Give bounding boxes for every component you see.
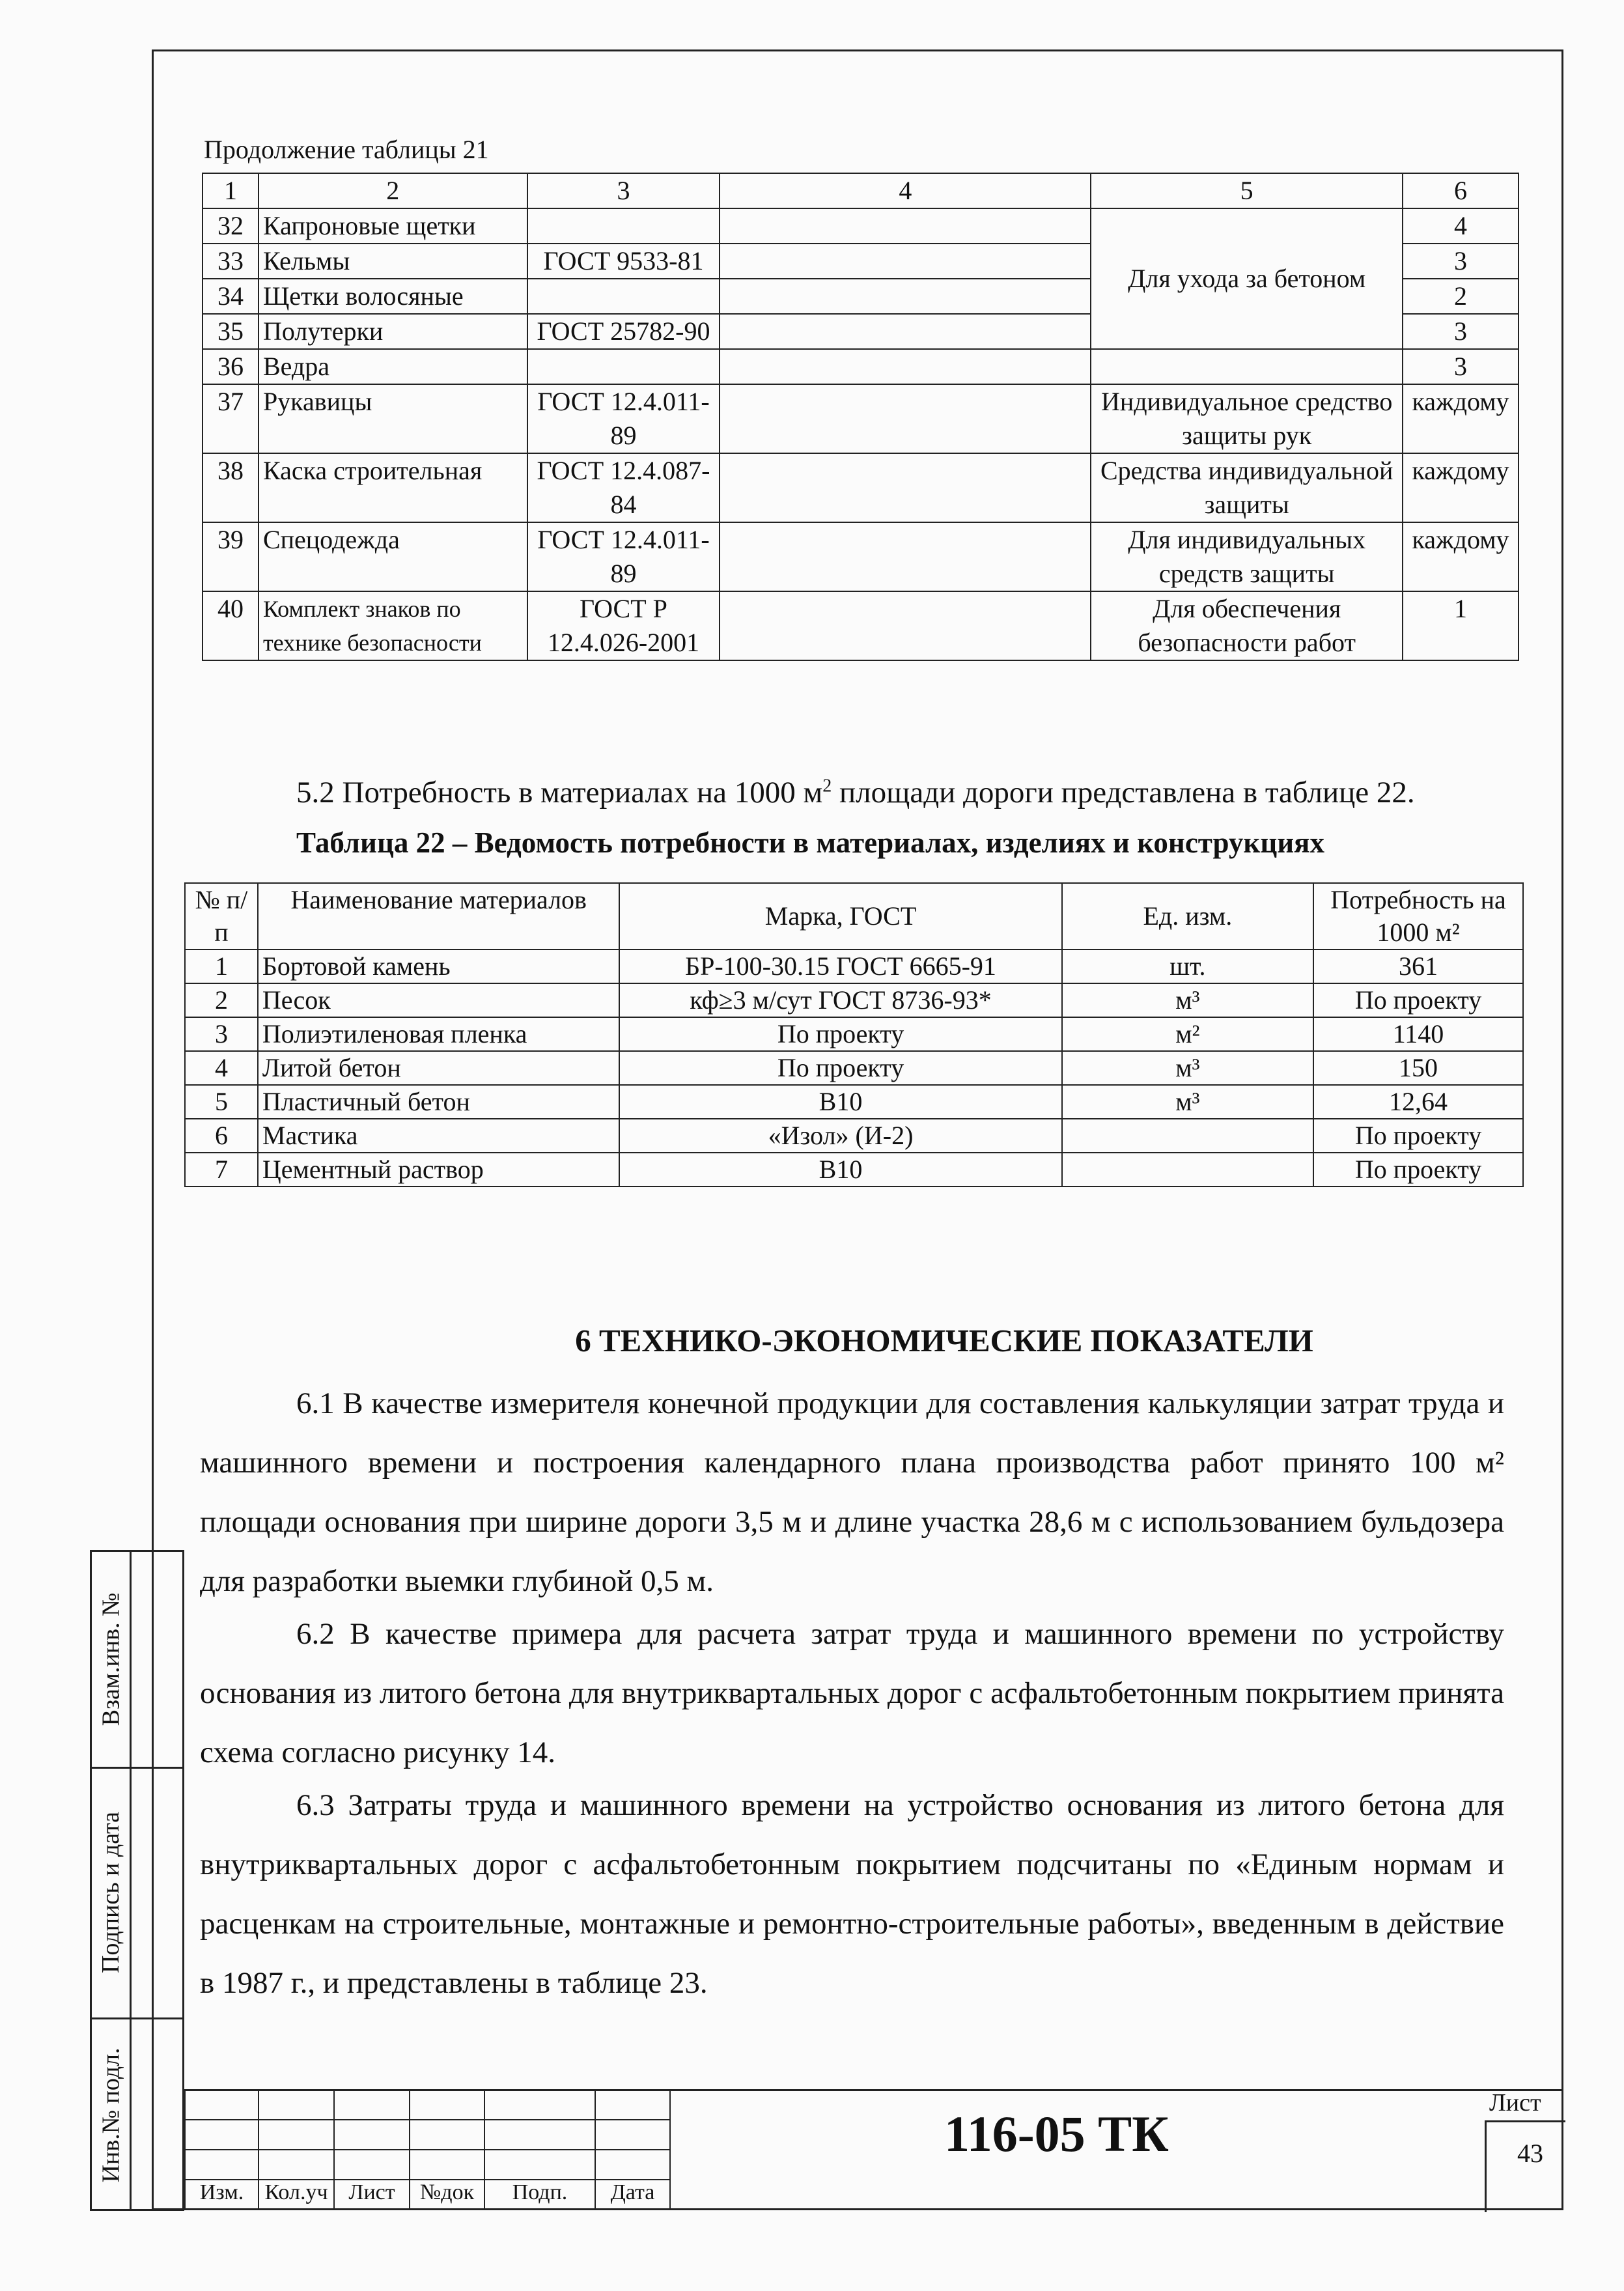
table-row: 34 Щетки волосяные 2: [203, 279, 1519, 314]
sheet-number: 43: [1517, 2139, 1543, 2168]
side-stamp: [90, 1550, 184, 2211]
paragraph-6-3: 6.3 Затраты труда и машинного времени на устройство основания из литого бетона для внутриквартальных дорог с асфальтобетонным покрытием подсчитаны по «Единым нормам и расценкам на строительные, монтажные и ремонтно-строительные работы», введенным в действие в 1987 г., и представлены в таблице 23.: [200, 1788, 1504, 2000]
table-row: 40 Комплект знаков по технике безопасности ГОСТ Р 12.4.026-2001 Для обеспечения безопасности работ 1: [203, 591, 1519, 660]
table-row: 1 Бортовой камень БР-100-30.15 ГОСТ 6665-91 шт. 361: [185, 949, 1523, 983]
table-row: 38 Каска строительная ГОСТ 12.4.087-84 Средства индивидуальной защиты каждому: [203, 453, 1519, 522]
side-label-signature: Подпись и дата: [97, 1811, 125, 1973]
title-block: [184, 2089, 1563, 2210]
table22-header: № п/п Наименование материалов Марка, ГОСТ Ед. изм. Потребность на 1000 м²: [185, 883, 1523, 949]
paragraph-5-2: 5.2 Потребность в материалах на 1000 $м^2$ площади дороги представлена в таблице 22.: [296, 776, 1415, 809]
table22-caption: Таблица 22 – Ведомость потребности в материалах, изделиях и конструкциях: [296, 826, 1325, 859]
table-row: 39 Спецодежда ГОСТ 12.4.011-89 Для индивидуальных средств защиты каждому: [203, 522, 1519, 591]
revision-grid: Изм. Кол.уч Лист №док Подп. Дата: [184, 2089, 671, 2210]
table-row: 33 Кельмы ГОСТ 9533-81 3: [203, 244, 1519, 279]
paragraph-6-2: 6.2 В качестве примера для расчета затрат труда и машинного времени по устройству основания из литого бетона для внутриквартальных дорог с асфальтобетонным покрытием принята схема согласно рисунку 14.: [200, 1617, 1504, 1769]
table-row: 32 Капроновые щетки Для ухода за бетоном 4: [203, 208, 1519, 244]
sheet-label: Лист: [1489, 2089, 1541, 2116]
table-row: 6 Мастика «Изол» (И-2) По проекту: [185, 1119, 1523, 1153]
table21-caption: Продолжение таблицы 21: [204, 135, 489, 164]
table-row: 35 Полутерки ГОСТ 25782-90 3: [203, 314, 1519, 349]
table-row: 4 Литой бетон По проекту м³ 150: [185, 1051, 1523, 1085]
merged-purpose-cell: Для ухода за бетоном: [1091, 208, 1403, 349]
document-code: 116-05 ТК: [944, 2105, 1169, 2162]
side-label-inv-orig: Инв.№ подл.: [97, 2047, 125, 2183]
table-row: 2 Песок кф≥3 м/сут ГОСТ 8736-93* м³ По проекту: [185, 983, 1523, 1017]
table21-header: 1 2 3 4 5 6: [203, 173, 1519, 208]
table-row: 37 Рукавицы ГОСТ 12.4.011-89 Индивидуальное средство защиты рук каждому: [203, 384, 1519, 453]
table-row: 5 Пластичный бетон В10 м³ 12,64: [185, 1085, 1523, 1119]
paragraph-6-1: 6.1 В качестве измерителя конечной продукции для составления калькуляции затрат труда и машинного времени и построения календарного плана производства работ принято 100 м² площади основания при ширине дороги 3,5 м и длине участка 28,6 м с использованием бульдозера для разработки выемки глубиной 0,5 м.: [200, 1386, 1504, 1598]
table-row: 7 Цементный раствор В10 По проекту: [185, 1153, 1523, 1187]
table-row: 36 Ведра 3: [203, 349, 1519, 384]
table-row: 3 Полиэтиленовая пленка По проекту м² 1140: [185, 1017, 1523, 1051]
table22: [184, 882, 1524, 1187]
table21: [202, 173, 1519, 661]
section6-title: 6 ТЕХНИКО-ЭКОНОМИЧЕСКИЕ ПОКАЗАТЕЛИ: [575, 1323, 1313, 1358]
side-label-inv-sub: Взам.инв. №: [97, 1592, 125, 1726]
